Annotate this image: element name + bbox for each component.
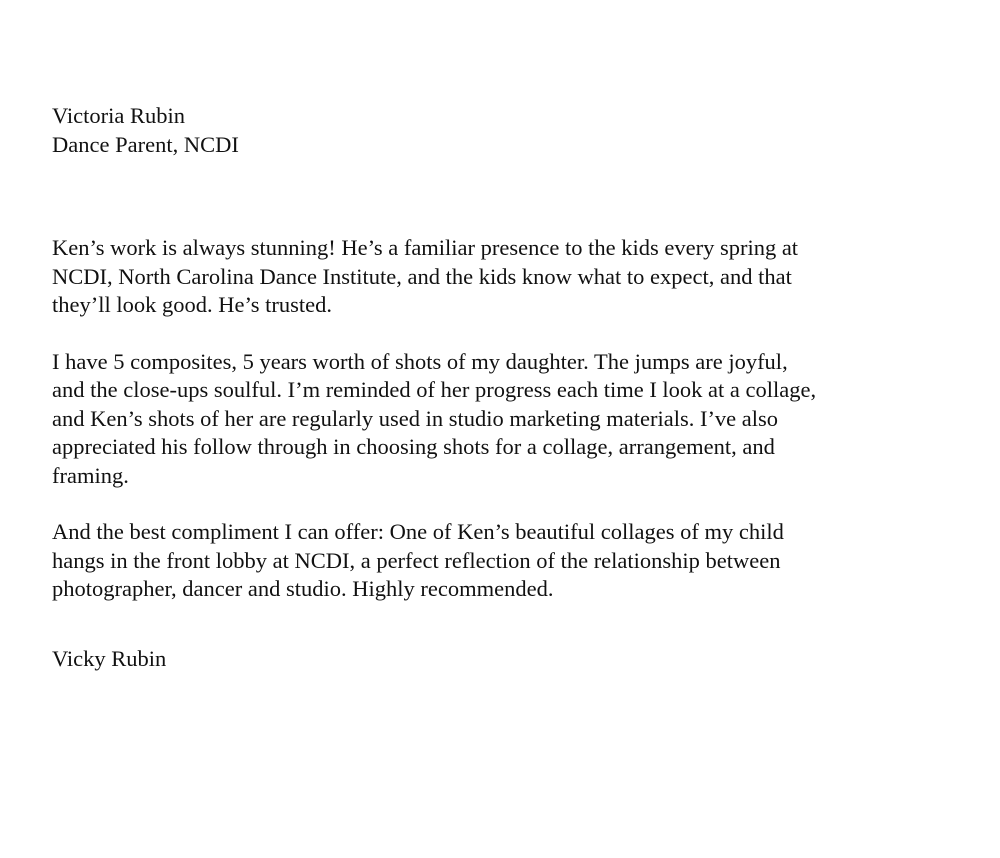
- paragraph-line: I have 5 composites, 5 years worth of shots of my daughter. The jumps are joyful,: [52, 348, 788, 374]
- paragraph-line: hangs in the front lobby at NCDI, a perfect reflection of the relationship between: [52, 547, 781, 573]
- author-name: Victoria Rubin: [52, 103, 186, 128]
- paragraph-line: appreciated his follow through in choosing shots for a collage, arrangement, and: [52, 434, 775, 459]
- paragraph-line: photographer, dancer and studio. Highly recommended.: [52, 576, 554, 601]
- author-block: [52, 102, 952, 159]
- testimonial-document: [52, 102, 952, 673]
- paragraph-line: and Ken’s shots of her are regularly used in studio marketing materials. I’ve also: [52, 405, 779, 431]
- testimonial-body: [52, 234, 952, 604]
- paragraph-line: they’ll look good. He’s trusted.: [52, 292, 332, 317]
- author-role: Dance Parent, NCDI: [52, 131, 239, 157]
- paragraph-line: and the close-ups soulful. I’m reminded of her progress each time I look at a collage,: [52, 377, 817, 402]
- paragraph-2: [52, 348, 952, 491]
- signature: Vicky Rubin: [52, 645, 167, 671]
- paragraph-line: framing.: [52, 462, 129, 488]
- paragraph-line: NCDI, North Carolina Dance Institute, and the kids know what to expect, and that: [52, 263, 792, 289]
- paragraph-line: Ken’s work is always stunning! He’s a familiar presence to the kids every spring at: [52, 235, 799, 260]
- paragraph-line: And the best compliment I can offer: One of Ken’s beautiful collages of my child: [52, 519, 784, 544]
- paragraph-1: [52, 234, 952, 320]
- paragraph-3: [52, 518, 952, 604]
